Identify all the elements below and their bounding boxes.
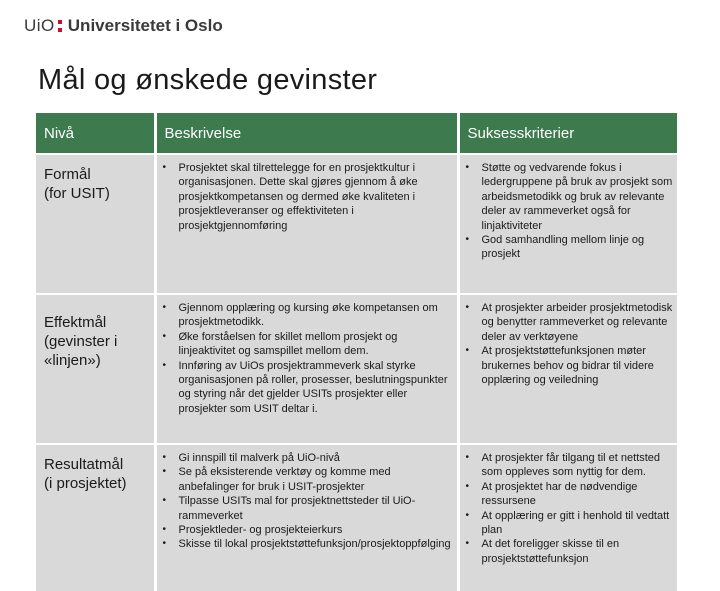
logo-mark: UiO [24, 16, 55, 35]
list-item: • Gi innspill til malverk på UiO-nivå [179, 451, 453, 465]
header-description: Beskrivelse [155, 113, 458, 154]
list-item: • Prosjektleder- og prosjekteierkurs [179, 523, 453, 537]
logo-name: Universitetet i Oslo [67, 16, 223, 35]
table-header-row [36, 113, 677, 154]
level-sublabel: (gevinster i [44, 333, 118, 350]
list-item: • Gjennom opplæring og kursing øke kompetansen om prosjektmetodikk. [179, 301, 453, 330]
list-item: • God samhandling mellom linje og prosjekt [482, 233, 674, 262]
uio-logo [24, 16, 223, 36]
list-item: • Øke forståelsen for skillet mellom prosjekt og linjeaktivitet og samspillet mellom dem. [179, 330, 453, 359]
list-item: • At prosjekter får tilgang til et nettsted som oppleves som nyttig for dem. [482, 451, 674, 480]
level-cell [36, 154, 155, 294]
description-cell [155, 444, 458, 591]
list-item: • At det foreligger skisse til en prosjektstøttefunksjon [482, 537, 674, 566]
list-item: • Støtte og vedvarende fokus i ledergruppene på bruk av prosjekt som arbeidsmetodikk og bruk av relevante deler av rammeverket også for linjaktiviteter [482, 161, 674, 233]
criteria-cell [458, 444, 677, 591]
header-level: Nivå [36, 113, 155, 154]
list-item: • Tilpasse USITs mal for prosjektnettsteder til UiO-rammeverket [179, 494, 453, 523]
table-row [36, 154, 677, 294]
level-sublabel: «linjen») [44, 352, 101, 369]
list-item: • Se på eksisterende verktøy og komme med anbefalinger for bruk i USIT-prosjekter [179, 465, 453, 494]
list-item: • At opplæring er gitt i henhold til vedtatt plan [482, 509, 674, 538]
criteria-cell [458, 294, 677, 444]
list-item: • Innføring av UiOs prosjektrammeverk skal styrke organisasjonen på roller, prosesser, beslutningspunkter og styring når det gjelder USITs prosjekter eller prosjekter som USIT deltar i. [179, 359, 453, 417]
goals-table [36, 113, 677, 591]
list-item: • At prosjektet har de nødvendige ressursene [482, 480, 674, 509]
level-label: Effektmål [44, 314, 107, 331]
level-cell [36, 294, 155, 444]
header-criteria: Suksesskriterier [458, 113, 677, 154]
description-cell [155, 294, 458, 444]
level-cell [36, 444, 155, 591]
level-sublabel: (for USIT) [44, 185, 110, 202]
table-row [36, 444, 677, 591]
level-label: Formål [44, 166, 91, 183]
table-row [36, 294, 677, 444]
criteria-cell [458, 154, 677, 294]
logo-colon-icon [58, 20, 62, 32]
page-title: Mål og ønskede gevinster [38, 64, 378, 96]
list-item: • At prosjekter arbeider prosjektmetodisk og benytter rammeverket og relevante deler av verktøyene [482, 301, 674, 344]
description-cell [155, 154, 458, 294]
list-item: • Prosjektet skal tilrettelegge for en prosjektkultur i organisasjonen. Dette skal gjøres gjennom å øke prosjektkompetansen og dermed øke kvaliteten i prosjektleveranser og effektiviteten i prosjektgjennomføring [179, 161, 453, 233]
list-item: • Skisse til lokal prosjektstøttefunksjon/prosjektoppfølging [179, 537, 453, 551]
level-sublabel: (i prosjektet) [44, 475, 127, 492]
level-label: Resultatmål [44, 456, 124, 473]
list-item: • At prosjektstøttefunksjonen møter brukernes behov og bidrar til videre opplæring og veiledning [482, 344, 674, 387]
